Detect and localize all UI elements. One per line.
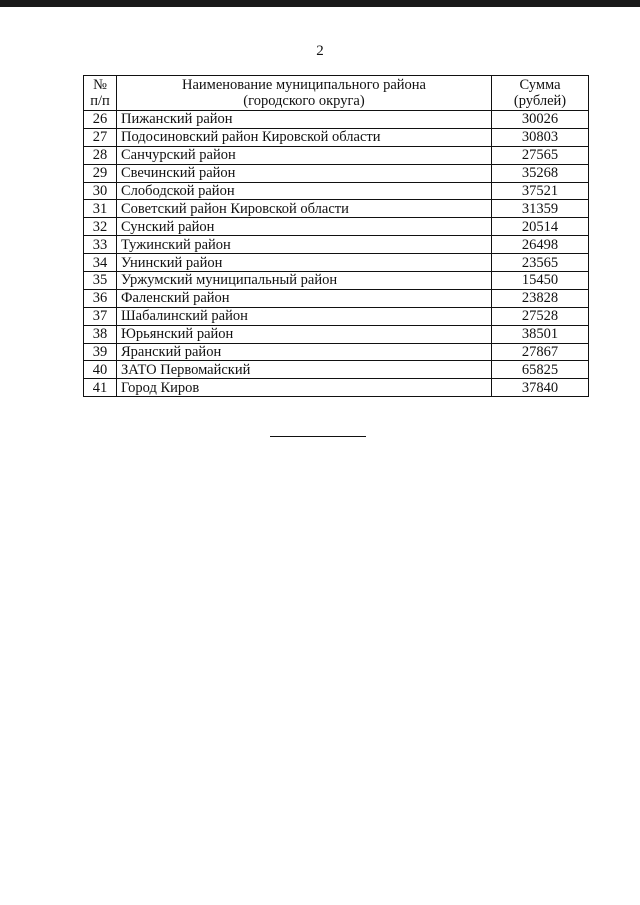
table-row bbox=[84, 325, 589, 343]
row-district-name: Советский район Кировской области bbox=[117, 200, 492, 218]
header-sum bbox=[492, 76, 589, 111]
row-number: 34 bbox=[84, 254, 117, 272]
row-sum: 37521 bbox=[492, 182, 589, 200]
header-name-line2: (городского округа) bbox=[243, 93, 365, 109]
header-sum-line1: Сумма bbox=[519, 77, 561, 93]
header-num-line1: № bbox=[93, 77, 107, 93]
row-sum: 35268 bbox=[492, 164, 589, 182]
table-row bbox=[84, 236, 589, 254]
table-row bbox=[84, 218, 589, 236]
end-of-list-rule bbox=[270, 436, 366, 437]
row-district-name: Пижанский район bbox=[117, 111, 492, 129]
header-sum-line2: (рублей) bbox=[513, 93, 567, 109]
table-row bbox=[84, 146, 589, 164]
row-number: 30 bbox=[84, 182, 117, 200]
row-district-name: Яранский район bbox=[117, 343, 492, 361]
row-sum: 23828 bbox=[492, 289, 589, 307]
table-row bbox=[84, 289, 589, 307]
row-sum: 15450 bbox=[492, 272, 589, 290]
table-row bbox=[84, 379, 589, 397]
row-number: 40 bbox=[84, 361, 117, 379]
row-district-name: Юрьянский район bbox=[117, 325, 492, 343]
row-sum: 30803 bbox=[492, 128, 589, 146]
row-sum: 65825 bbox=[492, 361, 589, 379]
table-row bbox=[84, 343, 589, 361]
row-number: 36 bbox=[84, 289, 117, 307]
table-row bbox=[84, 254, 589, 272]
row-district-name: Слободской район bbox=[117, 182, 492, 200]
row-number: 27 bbox=[84, 128, 117, 146]
row-number: 33 bbox=[84, 236, 117, 254]
header-num bbox=[84, 76, 117, 111]
row-sum: 30026 bbox=[492, 111, 589, 129]
row-district-name: Свечинский район bbox=[117, 164, 492, 182]
row-sum: 26498 bbox=[492, 236, 589, 254]
row-district-name: Подосиновский район Кировской области bbox=[117, 128, 492, 146]
table-row bbox=[84, 272, 589, 290]
table-row bbox=[84, 307, 589, 325]
row-sum: 37840 bbox=[492, 379, 589, 397]
row-number: 32 bbox=[84, 218, 117, 236]
row-district-name: Санчурский район bbox=[117, 146, 492, 164]
row-district-name: ЗАТО Первомайский bbox=[117, 361, 492, 379]
header-name-line1: Наименование муниципального района bbox=[182, 77, 426, 93]
table-row bbox=[84, 164, 589, 182]
row-district-name: Уржумский муниципальный район bbox=[117, 272, 492, 290]
row-number: 41 bbox=[84, 379, 117, 397]
row-district-name: Тужинский район bbox=[117, 236, 492, 254]
row-sum: 20514 bbox=[492, 218, 589, 236]
row-number: 35 bbox=[84, 272, 117, 290]
top-scan-border bbox=[0, 0, 640, 7]
row-district-name: Унинский район bbox=[117, 254, 492, 272]
row-district-name: Шабалинский район bbox=[117, 307, 492, 325]
page-number: 2 bbox=[316, 43, 324, 59]
row-district-name: Город Киров bbox=[117, 379, 492, 397]
row-number: 39 bbox=[84, 343, 117, 361]
row-sum: 27867 bbox=[492, 343, 589, 361]
table-row bbox=[84, 128, 589, 146]
header-num-line2: п/п bbox=[90, 93, 110, 109]
row-number: 37 bbox=[84, 307, 117, 325]
header-name bbox=[117, 76, 492, 111]
table-header-row bbox=[84, 76, 589, 111]
row-sum: 27565 bbox=[492, 146, 589, 164]
row-number: 31 bbox=[84, 200, 117, 218]
row-number: 38 bbox=[84, 325, 117, 343]
row-district-name: Сунский район bbox=[117, 218, 492, 236]
table-row bbox=[84, 200, 589, 218]
table-row bbox=[84, 361, 589, 379]
row-district-name: Фаленский район bbox=[117, 289, 492, 307]
table-row bbox=[84, 111, 589, 129]
districts-table bbox=[83, 75, 589, 397]
row-number: 26 bbox=[84, 111, 117, 129]
row-number: 28 bbox=[84, 146, 117, 164]
row-sum: 38501 bbox=[492, 325, 589, 343]
row-sum: 27528 bbox=[492, 307, 589, 325]
row-sum: 31359 bbox=[492, 200, 589, 218]
row-number: 29 bbox=[84, 164, 117, 182]
row-sum: 23565 bbox=[492, 254, 589, 272]
table-row bbox=[84, 182, 589, 200]
